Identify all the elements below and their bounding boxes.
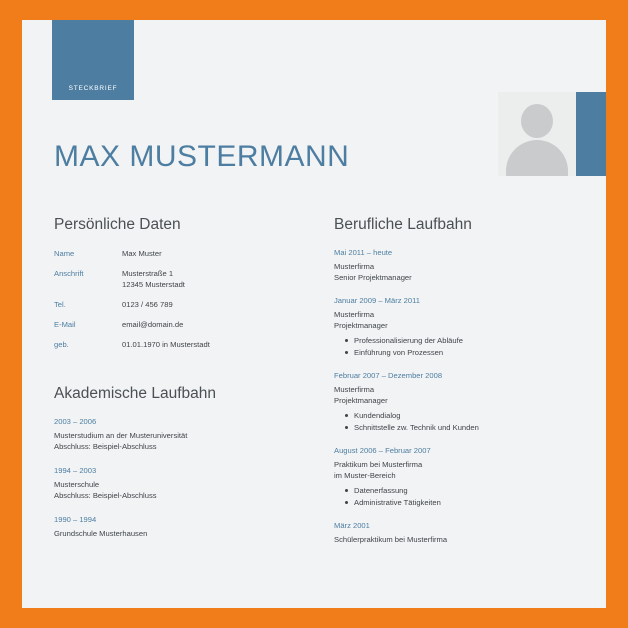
steckbrief-tab [52, 20, 134, 100]
personal-data-value: Musterstraße 1 12345 Musterstadt [122, 269, 185, 289]
education-list [54, 417, 319, 539]
career-date-range: Januar 2009 – März 2011 [334, 295, 420, 305]
list-item [54, 417, 319, 453]
education-date-range: 1990 – 1994 [54, 514, 97, 524]
list-item [334, 446, 584, 509]
list-item [54, 515, 319, 539]
education-heading: Akademische Laufbahn [54, 385, 217, 402]
career-date-range: Februar 2007 – Dezember 2008 [334, 370, 443, 380]
career-detail: Musterfirma [334, 309, 375, 319]
career-detail: im Muster-Bereich [334, 471, 396, 481]
silhouette-body [506, 140, 568, 176]
table-row [54, 319, 319, 339]
career-date-range: März 2001 [334, 520, 370, 530]
education-date-range: 2003 – 2006 [54, 417, 97, 426]
table-row [54, 299, 319, 319]
personal-data-heading: Persönliche Daten [54, 216, 181, 233]
career-list [334, 248, 584, 545]
career-detail: Musterfirma [334, 384, 375, 394]
career-bullet-list [334, 410, 584, 434]
list-item [54, 466, 319, 502]
table-row [54, 268, 319, 299]
silhouette-head [521, 104, 553, 138]
education-detail: Musterstudium an der Musteruniversität [54, 431, 188, 440]
personal-data-key: Anschrift [54, 269, 84, 278]
education-detail: Grundschule Musterhausen [54, 528, 148, 538]
personal-data-key: geb. [54, 340, 69, 349]
career-bullet: Datenerfassung [345, 485, 584, 497]
personal-data-value: Max Muster [122, 249, 162, 258]
person-silhouette-icon [498, 92, 576, 176]
career-bullet-list [334, 335, 584, 359]
personal-data-key: Name [54, 249, 75, 258]
career-detail: Praktikum bei Musterfirma [334, 459, 423, 469]
career-bullet: Professionalisierung der Abläufe [345, 335, 584, 347]
education-detail: Musterschule [54, 479, 100, 489]
career-bullet: Einführung von Prozessen [345, 347, 584, 359]
list-item [334, 371, 584, 434]
career-bullet: Administrative Tätigkeiten [345, 497, 584, 509]
table-row [54, 248, 319, 268]
list-item [334, 248, 584, 284]
career-detail: Schülerpraktikum bei Musterfirma [334, 534, 448, 544]
list-item [334, 296, 584, 359]
personal-data-value: email@domain.de [122, 320, 184, 329]
profile-photo [488, 92, 606, 176]
education-date-range: 1994 – 2003 [54, 465, 97, 475]
table-row [54, 339, 319, 359]
career-bullet: Kundendialog [345, 410, 584, 422]
personal-data-table [54, 248, 319, 359]
personal-data-key: Tel. [54, 300, 66, 309]
left-column [54, 216, 319, 552]
personal-data-key: E-Mail [54, 320, 76, 329]
career-detail: Musterfirma [334, 262, 375, 271]
right-column [334, 216, 584, 557]
photo-accent-bar [576, 92, 606, 176]
career-detail: Projektmanager [334, 396, 388, 406]
steckbrief-label: STECKBRIEF [68, 85, 118, 92]
personal-data-value: 0123 / 456 789 [122, 300, 173, 309]
page-title: MAX MUSTERMANN [54, 140, 350, 173]
career-heading: Berufliche Laufbahn [334, 216, 472, 233]
career-detail: Senior Projektmanager [334, 273, 412, 283]
resume-sheet [22, 20, 606, 608]
education-detail: Abschluss: Beispiel-Abschluss [54, 491, 157, 501]
career-date-range: Mai 2011 – heute [334, 248, 393, 257]
career-detail: Projektmanager [334, 321, 388, 331]
list-item [334, 521, 584, 545]
career-bullet-list [334, 485, 584, 509]
career-date-range: August 2006 – Februar 2007 [334, 445, 431, 455]
personal-data-value: 01.01.1970 in Musterstadt [122, 340, 210, 349]
career-bullet: Schnittstelle zw. Technik und Kunden [345, 422, 584, 434]
education-detail: Abschluss: Beispiel-Abschluss [54, 442, 157, 452]
